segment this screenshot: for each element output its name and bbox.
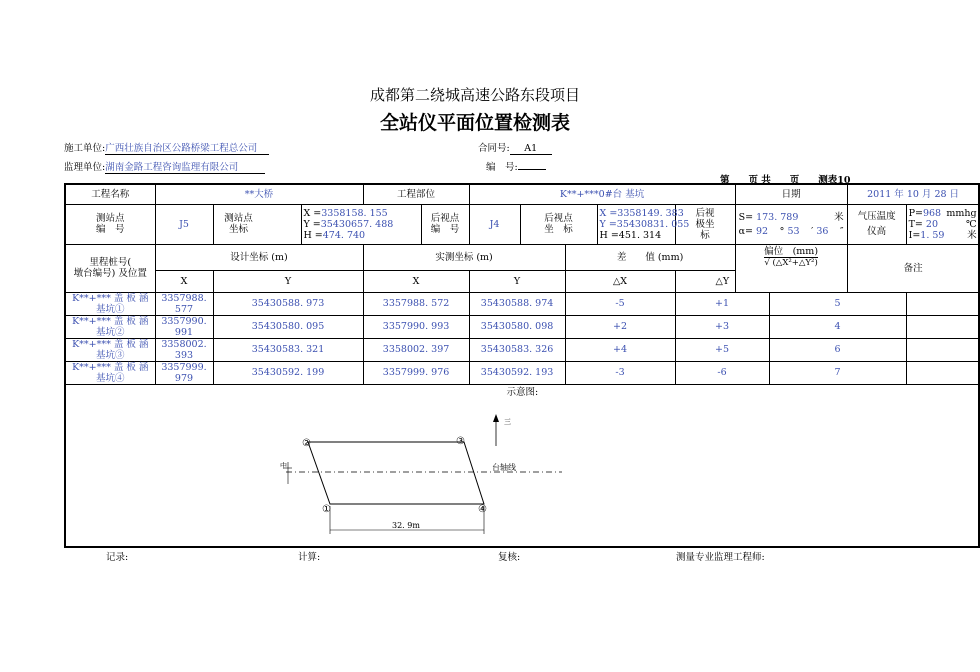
sketch-arrow-head <box>493 414 499 422</box>
backsight-coord-label: 后视点 坐 标 <box>520 204 597 244</box>
sketch-point-2: ② <box>302 438 311 449</box>
pile-cell: K**+*** 盖 板 涵 基坑① <box>65 292 155 315</box>
remark-cell <box>906 361 979 384</box>
contract-value: A1 <box>510 143 552 155</box>
remark-cell <box>906 338 979 361</box>
dx-cell: -3 <box>565 361 675 384</box>
design-y-cell: 35430588. 973 <box>213 292 363 315</box>
remark-cell <box>906 315 979 338</box>
station-no-label: 测站点 编 号 <box>65 204 155 244</box>
sketch-left-label: 中 <box>280 462 287 470</box>
diff-header: 差 值 (mm) <box>565 244 735 270</box>
polar-label: 后视 极坐 标 <box>675 204 735 244</box>
part-label: 工程部位 <box>363 184 469 204</box>
table-row <box>65 315 979 338</box>
contractor-label: 施工单位: <box>64 143 106 154</box>
supervisor-line <box>64 159 265 174</box>
project-name-label: 工程名称 <box>65 184 155 204</box>
dy-header: △Y <box>675 270 769 292</box>
number-line <box>486 159 546 173</box>
project-title: 成都第二绕城高速公路东段项目 <box>369 86 580 104</box>
pile-cell: K**+*** 盖 板 涵 基坑③ <box>65 338 155 361</box>
station-coord-label: 测站点 坐标 <box>213 204 301 244</box>
supervisor-label: 监理单位: <box>64 162 106 173</box>
pressure-label: 气压温度 仪高 <box>847 204 906 244</box>
measured-header: 实测坐标 (m) <box>363 244 565 270</box>
number-value <box>518 169 546 170</box>
meas-x-cell: 3358002. 397 <box>363 338 469 361</box>
meas-y-cell: 35430592. 193 <box>469 361 565 384</box>
backsight-coords: X =3358149. 383 Y =35430831. 055 H =451. 314 <box>597 204 675 244</box>
dy-cell: +5 <box>675 338 769 361</box>
contractor-value: 广西壮族自治区公路桥梁工程总公司 <box>105 140 269 155</box>
info-row <box>65 184 979 204</box>
table-row <box>65 361 979 384</box>
sketch-point-3: ③ <box>456 436 465 447</box>
footer-calc: 计算: <box>298 552 321 563</box>
contract-label: 合同号: <box>478 143 510 154</box>
dy-cell: -6 <box>675 361 769 384</box>
design-x-cell: 3357999. 979 <box>155 361 213 384</box>
meas-x-cell: 3357988. 572 <box>363 292 469 315</box>
pile-cell: K**+*** 盖 板 涵 基坑④ <box>65 361 155 384</box>
sketch-label: 示意图: <box>65 384 979 547</box>
table-row <box>65 338 979 361</box>
station-row <box>65 204 979 244</box>
station-no-value: J5 <box>155 204 213 244</box>
meas-x-cell: 3357990. 993 <box>363 315 469 338</box>
design-y-header: Y <box>213 270 363 292</box>
meas-y-cell: 35430588. 974 <box>469 292 565 315</box>
pile-cell: K**+*** 盖 板 涵 基坑② <box>65 315 155 338</box>
contract-line <box>478 140 552 155</box>
backsight-no-label: 后视点 编 号 <box>421 204 469 244</box>
date-label: 日期 <box>735 184 847 204</box>
offset-cell: 5 <box>769 292 906 315</box>
date-value: 2011 年 10 月 28 日 <box>847 184 979 204</box>
dy-cell: +1 <box>675 292 769 315</box>
remark-cell <box>906 292 979 315</box>
design-x-header: X <box>155 270 213 292</box>
meas-y-cell: 35430583. 326 <box>469 338 565 361</box>
sketch-diagram <box>272 410 572 540</box>
dx-cell: +4 <box>565 338 675 361</box>
dx-cell: +2 <box>565 315 675 338</box>
meas-y-header: Y <box>469 270 565 292</box>
project-name-value: **大桥 <box>155 184 363 204</box>
meas-y-cell: 35430580. 098 <box>469 315 565 338</box>
offset-cell: 6 <box>769 338 906 361</box>
backsight-no-value: J4 <box>469 204 520 244</box>
table-row <box>65 292 979 315</box>
page-indicator: 第 页 共 页 测表10 <box>720 175 851 186</box>
offset-cell: 7 <box>769 361 906 384</box>
meas-x-header: X <box>363 270 469 292</box>
design-y-cell: 35430592. 199 <box>213 361 363 384</box>
contractor-line <box>64 140 269 155</box>
dx-cell: -5 <box>565 292 675 315</box>
sketch-dim-label: 32. 9m <box>392 521 420 530</box>
design-header: 设计坐标 (m) <box>155 244 363 270</box>
sketch-point-1: ① <box>322 504 331 515</box>
dx-header: △X <box>565 270 675 292</box>
pile-no-header: 里程桩号( 墩台编号) 及位置 <box>65 244 155 292</box>
design-y-cell: 35430580. 095 <box>213 315 363 338</box>
sketch-top-label: 三 <box>504 418 511 426</box>
part-value: K**+***0#台 基坑 <box>469 184 735 204</box>
footer-engineer: 测量专业监理工程师: <box>676 552 765 563</box>
form-title: 全站仪平面位置检测表 <box>379 112 570 134</box>
supervisor-value: 湖南金路工程咨询监理有限公司 <box>105 159 265 174</box>
column-header-row <box>65 244 979 270</box>
footer-record: 记录: <box>106 552 129 563</box>
footer-check: 复核: <box>498 552 521 563</box>
polar-values: S= 173. 789 米 α= 92 ° 53 ′ 36 ″ <box>735 204 847 244</box>
pressure-values: P=968 mmhg T= 20 ℃ I=1. 59 米 <box>906 204 979 244</box>
design-x-cell: 3358002. 393 <box>155 338 213 361</box>
sketch-outline <box>308 442 484 504</box>
offset-header: 偏位 (mm) √ (△X²+△Y²) <box>735 244 847 292</box>
station-coords: X =3358158. 155 Y =35430657. 488 H =474. 740 <box>301 204 421 244</box>
sketch-axis-label: 台轴线 <box>492 463 516 472</box>
design-y-cell: 35430583. 321 <box>213 338 363 361</box>
sketch-point-4: ④ <box>478 504 487 515</box>
number-label: 编 号: <box>486 162 518 173</box>
offset-cell: 4 <box>769 315 906 338</box>
design-x-cell: 3357990. 991 <box>155 315 213 338</box>
remark-header: 备注 <box>847 244 979 292</box>
meas-x-cell: 3357999. 976 <box>363 361 469 384</box>
dy-cell: +3 <box>675 315 769 338</box>
design-x-cell: 3357988. 577 <box>155 292 213 315</box>
